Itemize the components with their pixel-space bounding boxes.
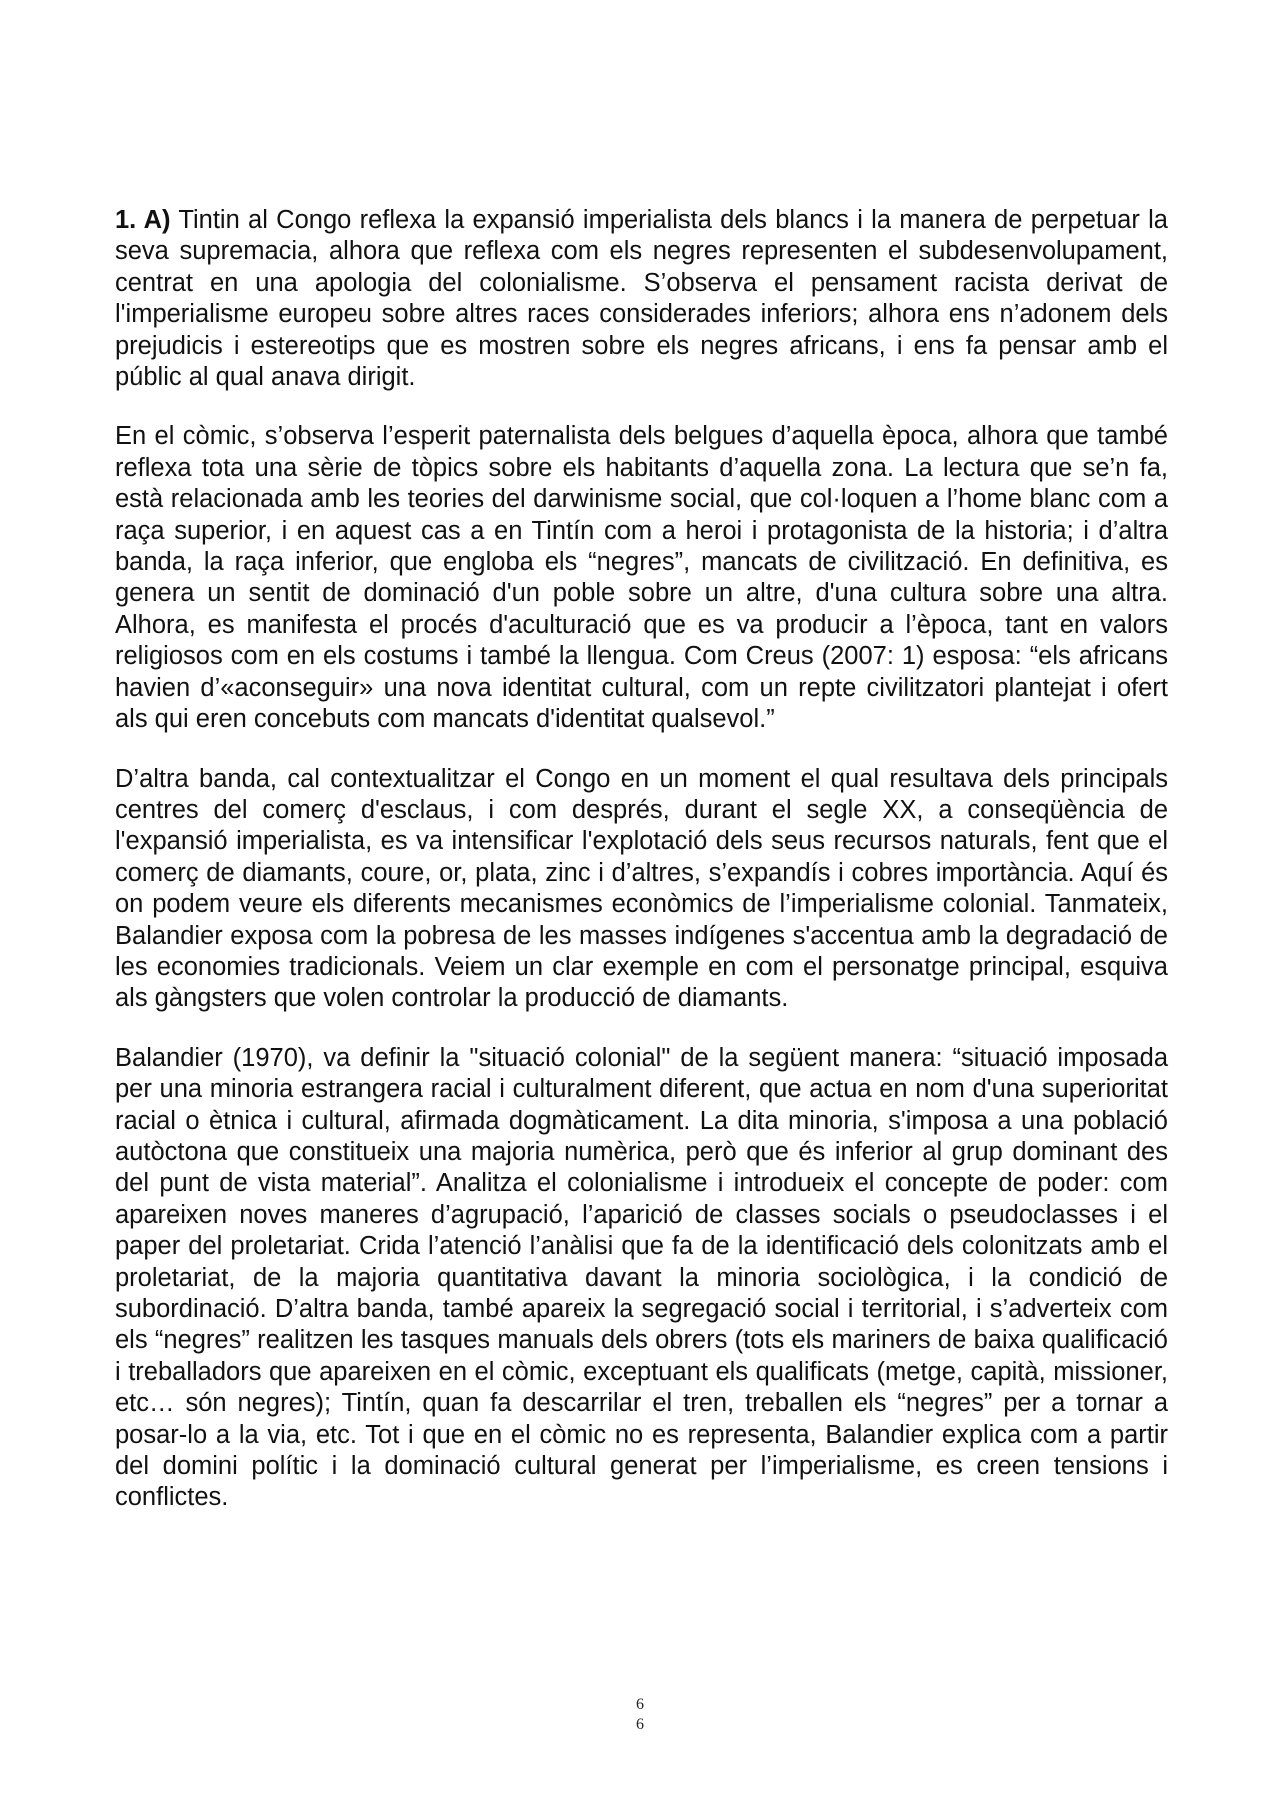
section-label: 1. A) [115, 206, 171, 234]
paragraph-2: En el còmic, s’observa l’esperit paternalista dels belgues d’aquella època, alhora que també reflexa tota una sèrie de tòpics sobre els habitants d’aquella zona. La lectura que se’n fa, està relacionada amb les teories del darwinisme social, que col·loquen a l’home blanc com a raça superior, i en aquest cas a en Tintín com a heroi i protagonista de la historia; i d’altra banda, la raça inferior, que engloba els “negres”, mancats de civilització. En definitiva, es genera un sentit de dominació d'un poble sobre un altre, d'una cultura sobre una altra. Alhora, es manifesta el procés d'aculturació que es va producir a l’època, tant en valors religiosos com en els costums i també la llengua. Com Creus (2007: 1) esposa: “els africans havien d’«aconseguir» una nova identitat cultural, com un repte civilitzatori plantejat i ofert als qui eren concebuts com mancats d'identitat qualsevol.” [115, 422, 1168, 734]
paragraph-4: Balandier (1970), va definir la "situació colonial" de la següent manera: “situació imposada per una minoria estrangera racial i culturalment diferent, que actua en nom d'una superioritat racial o ètnica i cultural, afirmada dogmàticament. La dita minoria, s'imposa a una població autòctona que constitueix una majoria numèrica, però que és inferior al grup dominant des del punt de vista material”. Analitza el colonialisme i introdueix el concepte de poder: com apareixen noves maneres d’agrupació, l’aparició de classes socials o pseudoclasses i el paper del proletariat. Crida l’atenció l’anàlisi que fa de la identificació dels colonitzats amb el proletariat, de la majoria quantitativa davant la minoria sociològica, i la condició de subordinació. D’altra banda, també apareix la segregació social i territorial, i s’adverteix com els “negres” realitzen les tasques manuals dels obrers (tots els mariners de baixa qualificació i treballadors que apareixen en el còmic, exceptuant els qualificats (metge, capità, missioner, etc… són negres); Tintín, quan fa descarrilar el tren, treballen els “negres” per a tornar a posar-lo a la via, etc. Tot i que en el còmic no es representa, Balandier explica com a partir del domini polític i la dominació cultural generat per l’imperialisme, es creen tensions i conflictes. [115, 1043, 1168, 1512]
paragraph-1 [115, 205, 1168, 393]
paragraph-3: D’altra banda, cal contextualitzar el Congo en un moment el qual resultava dels principals centres del comerç d'esclaus, i com després, durant el segle XX, a conseqüència de l'expansió imperialista, es va intensificar l'explotació dels seus recursos naturals, fent que el comerç de diamants, coure, or, plata, zinc i d’altres, s’expandís i cobres importància. Aquí és on podem veure els diferents mecanismes econòmics de l’imperialisme colonial. Tanmateix, Balandier exposa com la pobresa de les masses indígenes s'accentua amb la degradació de les economies tradicionals. Veiem un clar exemple en com el personatge principal, esquiva als gàngsters que volen controlar la producció de diamants. [115, 764, 1168, 1013]
page-number-line-2: 6 [636, 1716, 644, 1733]
paragraph-1-text: Tintin al Congo reflexa la expansió imperialista dels blancs i la manera de perpetuar la seva supremacia, alhora que reflexa com els negres representen el subdesenvolupament, centrat en una apologia del colonialisme. S’observa el pensament racista derivat de l'imperialisme europeu sobre altres races considerades inferiors; alhora ens n’adonem dels prejudicis i estereotips que es mostren sobre els negres africans, i ens fa pensar amb el públic al qual anava dirigit. [115, 206, 1168, 392]
document-page [115, 205, 1168, 1542]
page-number-line-1: 6 [636, 1696, 644, 1713]
page-number [0, 1695, 1280, 1735]
